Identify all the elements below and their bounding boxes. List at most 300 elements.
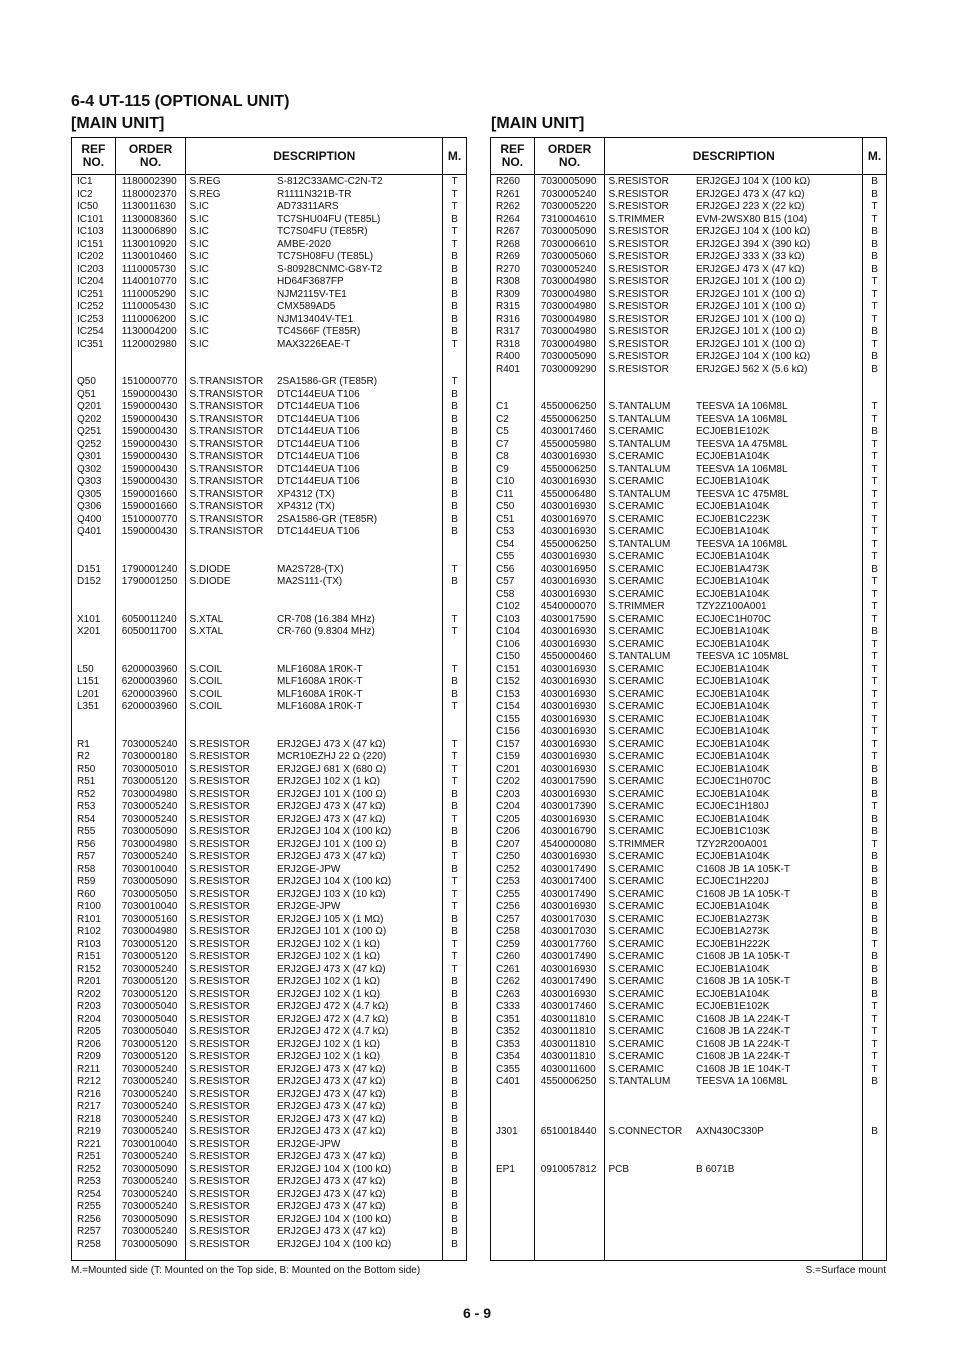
table-row [491, 989, 886, 1002]
mounted-side: T [871, 613, 878, 625]
part-type: S.RESISTOR [608, 326, 669, 337]
part-type: S.XTAL [189, 626, 224, 637]
part-description: ERJ2GEJ 472 X (4.7 kΩ) [277, 1026, 389, 1037]
order-no: 7030005120 [121, 976, 178, 987]
order-no: 6200003960 [121, 701, 178, 712]
part-type: S.RESISTOR [189, 913, 250, 925]
part-description: ECJ0EB1A473K [696, 563, 770, 575]
table-row [72, 364, 466, 377]
mounted-side: T [871, 701, 878, 712]
mounted-side [443, 651, 466, 664]
mounted-side: B [871, 813, 878, 825]
mounted-side: B [451, 1001, 458, 1012]
mounted-side [443, 351, 466, 364]
order-no: 7030004980 [540, 326, 597, 337]
part-description: ECJ0EB1A104K [696, 988, 770, 1000]
part-description: ERJ2GEJ 473 X (47 kΩ) [277, 1101, 386, 1112]
ref-no: R55 [77, 826, 96, 837]
table-row [491, 851, 886, 864]
order-no: 1130006890 [121, 226, 177, 237]
table-row [72, 689, 466, 702]
table-row [491, 376, 886, 389]
part-type [186, 589, 277, 602]
order-no: 4030017590 [540, 776, 597, 787]
order-no [116, 351, 187, 364]
part-type: S.RESISTOR [608, 201, 669, 212]
table-row [72, 1039, 466, 1052]
mounted-side [443, 714, 466, 727]
part-description: ERJ2GEJ 105 X (1 MΩ) [277, 913, 384, 925]
description-header: DESCRIPTION [186, 138, 443, 174]
ref-no: IC204 [77, 276, 104, 287]
part-type: S.CERAMIC [608, 713, 665, 725]
order-no: 7030005240 [121, 1101, 178, 1112]
mounted-side: B [451, 926, 458, 937]
part-type: S.CERAMIC [608, 688, 665, 700]
ref-no: C5 [496, 426, 509, 437]
mounted-side: B [451, 401, 458, 412]
part-description: CR-760 (9.8304 MHz) [277, 626, 375, 637]
part-type: S.TRANSISTOR [189, 426, 264, 437]
mounted-side: T [871, 501, 878, 512]
mounted-side: B [871, 351, 878, 362]
part-type: S.RESISTOR [608, 313, 669, 325]
part-type: S.CERAMIC [608, 951, 665, 962]
part-type: S.RESISTOR [189, 926, 250, 937]
ref-no: C255 [496, 888, 520, 900]
part-description: ERJ2GEJ 473 X (47 kΩ) [277, 738, 386, 750]
part-description: ECJ0EB1A104K [696, 851, 770, 862]
table-row [72, 526, 466, 539]
table-row [491, 514, 886, 527]
part-description: CMX589AD5 [277, 301, 336, 312]
part-description: ECJ0EB1A104K [696, 526, 770, 537]
part-type: S.RESISTOR [189, 1101, 250, 1112]
mounted-side: B [871, 226, 878, 237]
part-type: S.CERAMIC [608, 813, 665, 825]
part-description: ERJ2GEJ 473 X (47 kΩ) [696, 263, 805, 275]
part-type: S.RESISTOR [608, 226, 669, 237]
part-type: S.RESISTOR [608, 176, 669, 187]
table-row [72, 1001, 466, 1014]
part-description: ECJ0EC1H180J [696, 801, 769, 812]
part-description: ERJ2GE-JPW [277, 863, 341, 875]
order-no: 7030009290 [540, 363, 597, 375]
mounted-side: B [451, 288, 458, 300]
order-no: 1790001240 [121, 563, 178, 575]
order-no: 4030017390 [540, 801, 597, 812]
mounted-side: B [451, 1088, 458, 1100]
part-type: S.RESISTOR [608, 263, 669, 275]
order-no: 4540000080 [540, 838, 597, 850]
part-type: S.CERAMIC [608, 988, 665, 1000]
mounted-side: T [451, 563, 458, 575]
part-description: TEESVA 1C 475M8L [696, 488, 789, 500]
ref-no: C333 [496, 1001, 520, 1012]
part-type [605, 1151, 696, 1164]
table-row [491, 914, 886, 927]
order-no [116, 589, 187, 602]
part-type: S.RESISTOR [189, 826, 250, 837]
table-row [491, 614, 886, 627]
order-no: 7030005240 [121, 1176, 178, 1187]
part-description: MA2S111-(TX) [277, 576, 343, 587]
part-description: DTC144EUA T106 [277, 388, 360, 400]
table-row [491, 1114, 886, 1127]
ref-no: Q201 [77, 401, 102, 412]
part-type: S.RESISTOR [608, 363, 669, 375]
mounted-side: B [451, 388, 458, 400]
ref-no: IC203 [77, 263, 104, 275]
left-parts-table [71, 137, 467, 1261]
part-type: S.IC [189, 301, 209, 312]
part-type: S.IC [189, 238, 209, 250]
table-row [72, 751, 466, 764]
mounted-side: B [871, 1076, 878, 1087]
mounted-side: T [871, 538, 878, 550]
part-type: S.TANTALUM [608, 401, 671, 412]
part-description [696, 1101, 863, 1114]
table-row [491, 1001, 886, 1014]
mounted-side: T [451, 738, 458, 750]
part-description: ECJ0EB1C103K [696, 826, 770, 837]
part-type: S.CERAMIC [608, 976, 665, 987]
ref-no: R101 [77, 913, 101, 925]
order-no [116, 726, 187, 739]
order-no: 7030004980 [121, 788, 178, 800]
order-no: 7030005090 [540, 176, 597, 187]
part-description: DTC144EUA T106 [277, 413, 360, 425]
part-description: ECJ0EB1A104K [696, 451, 770, 462]
mounted-side: T [871, 738, 878, 750]
mounted-side: T [871, 1038, 878, 1050]
order-no: 4030017590 [540, 613, 597, 625]
mounted-side: T [871, 301, 878, 312]
order-no: 7030010040 [121, 863, 178, 875]
part-description: MLF1608A 1R0K-T [277, 701, 363, 712]
part-type: S.RESISTOR [189, 901, 250, 912]
ref-no: C104 [496, 626, 520, 637]
ref-no: R59 [77, 876, 96, 887]
part-type: S.CERAMIC [608, 613, 665, 625]
part-type [186, 639, 277, 652]
mounted-side: B [451, 1013, 458, 1025]
part-description: ECJ0EB1A104K [696, 901, 770, 912]
mounted-side: T [871, 276, 878, 287]
mounted-side: T [871, 1063, 878, 1075]
mounted-side: T [451, 176, 458, 187]
part-type: S.CERAMIC [608, 551, 665, 562]
order-header: ORDER NO. [535, 138, 606, 174]
table-row [491, 751, 886, 764]
table-row [491, 839, 886, 852]
part-type [186, 601, 277, 614]
part-type: S.CERAMIC [608, 863, 665, 875]
table-row [491, 1164, 886, 1177]
ref-no [491, 389, 535, 402]
part-description: ERJ2GEJ 223 X (22 kΩ) [696, 201, 805, 212]
order-no: 4030016930 [540, 451, 597, 462]
part-description: ERJ2GEJ 473 X (47 kΩ) [277, 1201, 386, 1212]
table-row [491, 389, 886, 402]
ref-no [72, 601, 116, 614]
table-row [491, 764, 886, 777]
order-no: 7030005240 [121, 1113, 178, 1125]
ref-no: C51 [496, 513, 515, 525]
table-row [491, 551, 886, 564]
part-description: ERJ2GEJ 101 X (100 Ω) [277, 926, 387, 937]
mounted-side: T [871, 651, 878, 662]
mounted-side: T [451, 188, 458, 200]
part-description: TC4S66F (TE85R) [277, 326, 361, 337]
table-row [72, 651, 466, 664]
order-no [535, 389, 606, 402]
part-type: S.RESISTOR [189, 763, 250, 775]
mounted-side: T [871, 526, 878, 537]
ref-no: C353 [496, 1038, 520, 1050]
table-row [72, 326, 466, 339]
table-row [72, 1051, 466, 1064]
part-type: S.CERAMIC [608, 788, 665, 800]
mounted-side: B [451, 476, 458, 487]
part-description [277, 714, 443, 727]
part-type: S.IC [189, 276, 209, 287]
ref-no [491, 1139, 535, 1152]
mounted-side: B [451, 1151, 458, 1162]
table-rows [491, 175, 886, 1176]
mounted-side: T [451, 763, 458, 775]
part-description: ERJ2GEJ 102 X (1 kΩ) [277, 1038, 381, 1050]
part-type: S.CERAMIC [608, 926, 665, 937]
part-type [186, 551, 277, 564]
mounted-side: B [451, 213, 458, 225]
ref-no: Q301 [77, 451, 102, 462]
part-description: ERJ2GEJ 473 X (47 kΩ) [277, 1126, 386, 1137]
mounted-side: T [871, 938, 878, 950]
order-no: 4550006480 [540, 488, 597, 500]
part-description: ERJ2GEJ 104 X (100 kΩ) [696, 176, 811, 187]
mounted-side: B [451, 863, 458, 875]
ref-no: Q51 [77, 388, 96, 400]
part-description [696, 1114, 863, 1127]
part-description [696, 1089, 863, 1102]
ref-no: C355 [496, 1063, 520, 1075]
table-row [72, 614, 466, 627]
order-no: 7030004980 [540, 301, 597, 312]
ref-no: X201 [77, 626, 101, 637]
table-row [491, 626, 886, 639]
order-no: 1590000430 [121, 438, 178, 450]
order-no: 7030005040 [121, 1001, 178, 1012]
part-description: ERJ2GEJ 104 X (100 kΩ) [277, 826, 392, 837]
ref-no: C202 [496, 776, 520, 787]
part-type: S.TRANSISTOR [189, 413, 264, 425]
order-no: 1180002390 [121, 176, 177, 187]
mounted-side: B [451, 1176, 458, 1187]
mounted-side: B [871, 251, 878, 262]
mounted-side: B [871, 963, 878, 975]
part-type: S.CERAMIC [608, 913, 665, 925]
table-row [491, 726, 886, 739]
part-description: ECJ0EB1A273K [696, 926, 770, 937]
part-type: S.TRIMMER [608, 838, 665, 850]
order-no: 7030005240 [121, 1151, 178, 1162]
ref-no: R268 [496, 238, 520, 250]
order-no: 7030005240 [121, 801, 178, 812]
order-no: 4030017490 [540, 863, 597, 875]
part-type: S.TRANSISTOR [189, 401, 264, 412]
order-no: 7030005120 [121, 776, 178, 787]
ref-no: C204 [496, 801, 520, 812]
mounted-side: B [871, 176, 878, 187]
part-type: S.CERAMIC [608, 851, 665, 862]
part-type: S.RESISTOR [189, 851, 250, 862]
order-no: 4550006250 [540, 413, 597, 425]
order-no: 7030005120 [121, 938, 178, 950]
part-description: TC7SHU04FU (TE85L) [277, 213, 381, 225]
part-type: S.RESISTOR [608, 288, 669, 300]
surface-mount-footnote: S.=Surface mount [805, 1265, 886, 1276]
mounted-side: T [871, 476, 878, 487]
part-description: MLF1608A 1R0K-T [277, 676, 363, 687]
ref-no: C50 [496, 501, 515, 512]
part-type: S.COIL [189, 663, 223, 675]
table-row [72, 226, 466, 239]
ref-no [72, 351, 116, 364]
mounted-side: T [451, 701, 458, 712]
mounted-side: B [451, 788, 458, 800]
part-description: ECJ0EB1A104K [696, 551, 770, 562]
part-description: ECJ0EB1A104K [696, 626, 770, 637]
part-description: ERJ2GE-JPW [277, 1138, 341, 1150]
ref-no: R209 [77, 1051, 101, 1062]
ref-no: R309 [496, 288, 520, 300]
table-row [491, 276, 886, 289]
part-description: TC7SH08FU (TE85L) [277, 251, 374, 262]
ref-no: R255 [77, 1201, 101, 1212]
table-row [72, 1176, 466, 1189]
order-no: 1110005730 [121, 263, 176, 275]
part-type: S.RESISTOR [189, 1001, 250, 1012]
mounted-side: B [451, 276, 458, 287]
part-type: S.TRANSISTOR [189, 476, 264, 487]
ref-no: C257 [496, 913, 520, 925]
mounted-side [863, 1139, 886, 1152]
table-row [72, 189, 466, 202]
table-row [72, 1076, 466, 1089]
mounted-side: T [871, 751, 878, 762]
ref-no: IC1 [77, 176, 93, 187]
part-description: NJM2115V-TE1 [277, 288, 347, 300]
mounted-side: T [451, 888, 458, 900]
order-no: 7030005090 [121, 826, 178, 837]
ref-no: C103 [496, 613, 520, 625]
mounted-side: T [871, 838, 878, 850]
part-type: S.CERAMIC [608, 763, 665, 775]
table-row [491, 576, 886, 589]
part-description: TEESVA 1A 106M8L [696, 413, 788, 425]
ref-no: R204 [77, 1013, 101, 1025]
order-no: 4030017490 [540, 951, 597, 962]
mounted-side: T [871, 1051, 878, 1062]
ref-no: C54 [496, 538, 515, 550]
ref-no: Q400 [77, 513, 102, 525]
ref-no: C258 [496, 926, 520, 937]
part-type: S.RESISTOR [608, 351, 669, 362]
order-no [116, 364, 187, 377]
ref-no: IC151 [77, 238, 104, 250]
part-type: S.DIODE [189, 563, 231, 575]
ref-no: Q252 [77, 438, 102, 450]
table-row [72, 239, 466, 252]
table-row [491, 526, 886, 539]
part-type: S.CERAMIC [608, 826, 665, 837]
ref-no: Q401 [77, 526, 102, 537]
part-description: AMBE-2020 [277, 238, 331, 250]
ref-no: R58 [77, 863, 96, 875]
order-no: 1590001660 [121, 488, 178, 500]
section-title: 6-4 UT-115 (OPTIONAL UNIT) [71, 93, 290, 110]
part-type: S.CERAMIC [608, 576, 665, 587]
part-description: ECJ0EB1E102K [696, 1001, 770, 1012]
part-description: ECJ0EB1A104K [696, 701, 770, 712]
ref-no: R57 [77, 851, 96, 862]
order-no: 6200003960 [121, 688, 178, 700]
order-no: 4030017490 [540, 976, 597, 987]
part-description: NJM13404V-TE1 [277, 313, 354, 325]
mounted-side: B [871, 763, 878, 775]
order-no: 4030016930 [540, 663, 597, 675]
table-row [491, 1014, 886, 1027]
part-description [277, 351, 443, 364]
table-row [72, 889, 466, 902]
mounted-side: T [871, 713, 878, 725]
part-type: S.XTAL [189, 613, 224, 625]
table-row [491, 1101, 886, 1114]
table-row [491, 489, 886, 502]
part-type: S.CERAMIC [608, 476, 665, 487]
ref-no: C157 [496, 738, 520, 750]
part-description: ERJ2GEJ 104 X (100 kΩ) [277, 876, 392, 887]
ref-no: C11 [496, 488, 514, 500]
mounted-side: T [871, 488, 878, 500]
order-no: 1510000770 [121, 513, 178, 525]
part-description: ECJ0EB1A104K [696, 663, 770, 675]
ref-no: C106 [496, 638, 520, 650]
ref-no: R267 [496, 226, 520, 237]
table-row [72, 1089, 466, 1102]
table-row [491, 464, 886, 477]
part-type: S.CERAMIC [608, 426, 665, 437]
part-description [277, 589, 443, 602]
part-type: S.COIL [189, 701, 223, 712]
order-header: ORDER NO. [116, 138, 187, 174]
table-row [72, 1126, 466, 1139]
part-type: S.CERAMIC [608, 876, 665, 887]
ref-no: C56 [496, 563, 515, 575]
table-row [72, 1189, 466, 1202]
order-no: 1590000430 [121, 426, 178, 437]
table-row [72, 251, 466, 264]
part-description: ERJ2GEJ 101 X (100 Ω) [696, 301, 806, 312]
table-row [72, 201, 466, 214]
order-no: 7030005160 [121, 913, 178, 925]
part-type: S.IC [189, 201, 209, 212]
table-row [72, 376, 466, 389]
ref-no [72, 589, 116, 602]
order-no: 4030016930 [540, 788, 597, 800]
mounted-side: T [451, 663, 458, 675]
